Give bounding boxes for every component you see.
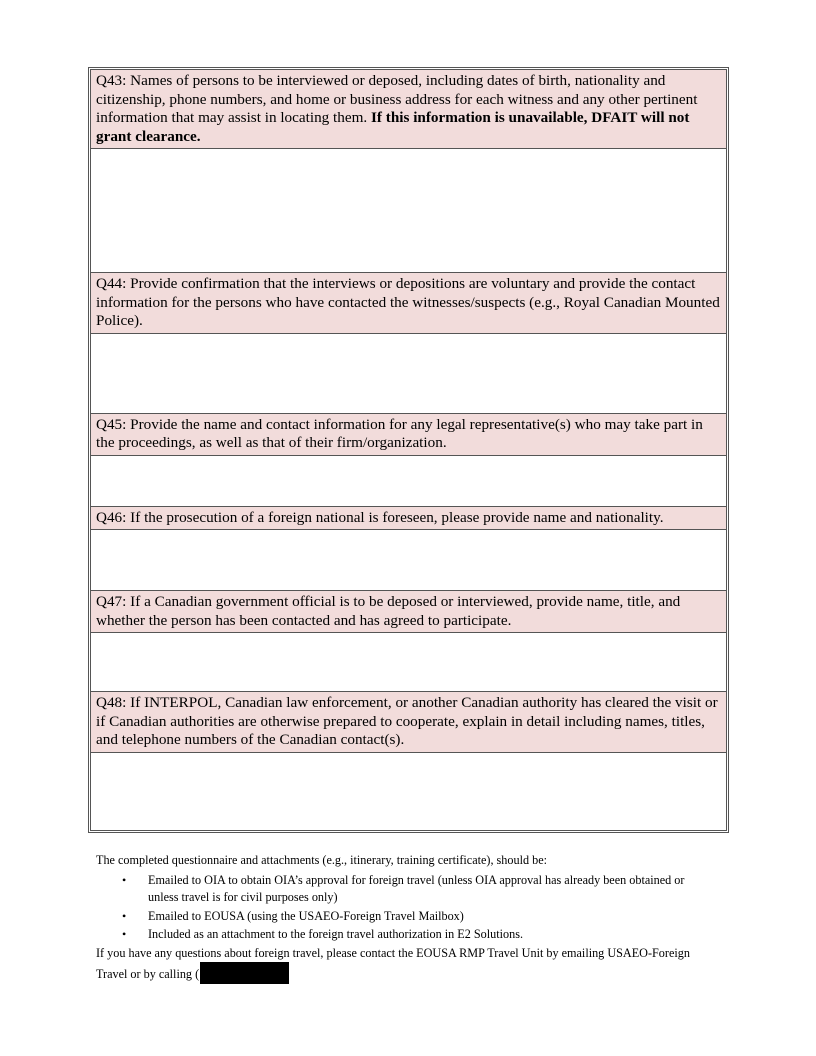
question-q48	[91, 692, 726, 753]
question-text: Q47: If a Canadian government official is to be deposed or interviewed, provide name, title, and whether the person has been contacted and has agreed to participate.	[96, 593, 681, 629]
submission-instructions	[96, 852, 716, 984]
list-item: • Emailed to OIA to obtain OIA’s approval for foreign travel (unless OIA approval has already been obtained or unless travel is for civil purposes only)	[148, 872, 716, 907]
question-q47	[91, 591, 726, 633]
question-text: Q44: Provide confirmation that the interviews or depositions are voluntary and provide the contact information for the persons who have contacted the witnesses/suspects (e.g., Royal Canadian Mounted Police).	[96, 275, 720, 329]
answer-field-q43[interactable]	[91, 149, 726, 273]
contact-text: If you have any questions about foreign travel, please contact the EOUSA RMP Travel Unit by emailing USAEO-Foreign Travel or by calling (	[96, 945, 690, 981]
answer-field-q45[interactable]	[91, 456, 726, 507]
answer-field-q44[interactable]	[91, 334, 726, 414]
answer-field-q48[interactable]	[91, 753, 726, 831]
question-q45	[91, 414, 726, 456]
question-q46	[91, 507, 726, 531]
question-text: Q43: Names of persons to be interviewed or deposed, including dates of birth, nationality and citizenship, phone numbers, and home or business address for each witness and any other pertinent information that may assist in locating them.	[96, 72, 698, 126]
question-text: Q48: If INTERPOL, Canadian law enforcement, or another Canadian authority has cleared the visit or if Canadian authorities are otherwise prepared to cooperate, explain in detail including names, titles, and telephone numbers of the Canadian contact(s).	[96, 694, 718, 748]
list-item: • Emailed to EOUSA (using the USAEO-Foreign Travel Mailbox)	[148, 908, 716, 926]
question-q44	[91, 273, 726, 334]
instructions-intro: The completed questionnaire and attachments (e.g., itinerary, training certificate), should be:	[96, 853, 547, 867]
contact-info	[96, 945, 716, 985]
question-q43	[91, 70, 726, 149]
answer-field-q47[interactable]	[91, 633, 726, 692]
instructions-list	[96, 872, 716, 944]
question-text: Q45: Provide the name and contact information for any legal representative(s) who may take part in the proceedings, as well as that of their firm/organization.	[96, 415, 703, 451]
answer-field-q46[interactable]	[91, 530, 726, 591]
questionnaire-table	[88, 67, 729, 833]
question-text: Q46: If the prosecution of a foreign national is foreseen, please provide name and nationality.	[96, 508, 664, 526]
question-warning: If this information is unavailable, DFAIT will not grant clearance.	[96, 109, 690, 145]
list-item: • Included as an attachment to the foreign travel authorization in E2 Solutions.	[148, 926, 716, 944]
redacted-phone-number	[200, 962, 289, 984]
